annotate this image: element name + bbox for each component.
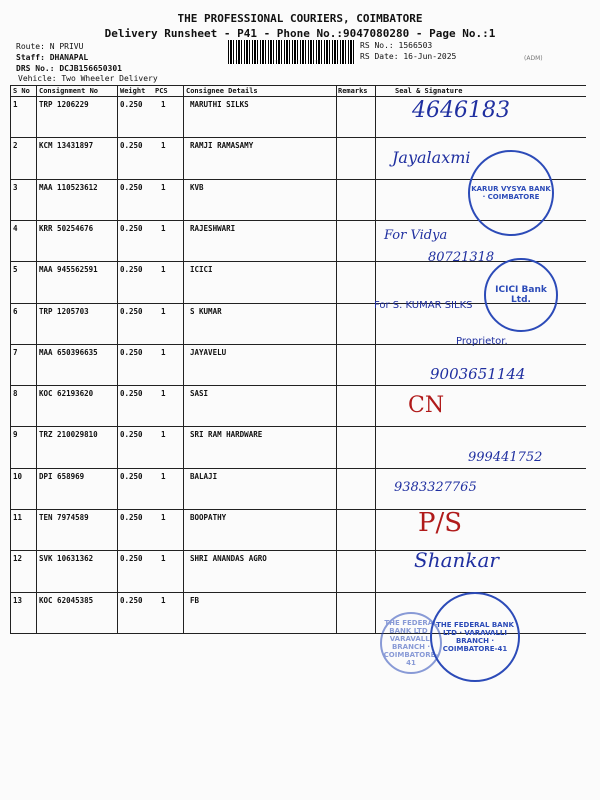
row-sno: 8 bbox=[13, 389, 18, 399]
vehicle-label: Vehicle: Two Wheeler Delivery bbox=[18, 74, 158, 83]
row-sno: 7 bbox=[13, 347, 18, 357]
row-weight: 0.250 bbox=[120, 430, 143, 440]
signature-9: 999441752 bbox=[468, 450, 543, 465]
row-consignee: BALAJI bbox=[190, 471, 218, 481]
signature-6: For S. KUMAR SILKS bbox=[374, 300, 473, 311]
row-weight: 0.250 bbox=[120, 347, 143, 357]
row-pcs: 1 bbox=[161, 513, 166, 522]
row-pcs: 1 bbox=[161, 223, 166, 233]
row-consignment-no: MAA 110523612 bbox=[39, 182, 98, 192]
corner-mark: (ADM) bbox=[524, 55, 543, 62]
row-pcs: 1 bbox=[161, 471, 166, 481]
row-consignment-no: DPI 658969 bbox=[39, 471, 85, 481]
signature-8: CN bbox=[408, 393, 445, 418]
row-consignee: FB bbox=[190, 595, 200, 605]
row-consignment-no: SVK 10631362 bbox=[39, 554, 94, 564]
row-consignee: BOOPATHY bbox=[190, 513, 227, 522]
row-consignee: RAMJI RAMASAMY bbox=[190, 141, 254, 151]
row-consignment-no: KOC 62193620 bbox=[39, 389, 94, 399]
signature-6b: Proprietor. bbox=[456, 336, 508, 347]
signature-1: 4646183 bbox=[412, 98, 510, 123]
col-pcs: PCS bbox=[155, 87, 168, 95]
row-sno: 6 bbox=[13, 306, 18, 316]
icici-stamp: ICICI Bank Ltd. bbox=[484, 258, 558, 332]
row-consignment-no: TEN 7974589 bbox=[39, 513, 89, 522]
row-consignment-no: TRZ 210029810 bbox=[39, 430, 98, 440]
col-signature: Seal & Signature bbox=[395, 87, 463, 95]
row-weight: 0.250 bbox=[120, 513, 143, 522]
col-sno: S No bbox=[13, 87, 30, 95]
col-consignee: Consignee Details bbox=[186, 87, 258, 95]
signature-10: 9383327765 bbox=[394, 480, 477, 495]
signature-2: Jayalaxmi bbox=[392, 148, 471, 167]
row-weight: 0.250 bbox=[120, 554, 143, 564]
row-consignee: MARUTHI SILKS bbox=[190, 100, 249, 109]
signature-11: P/S bbox=[418, 508, 463, 538]
row-sno: 10 bbox=[13, 471, 23, 481]
row-pcs: 1 bbox=[161, 100, 166, 109]
signature-7: 9003651144 bbox=[430, 365, 526, 383]
staff-label: Staff: DHANAPAL bbox=[16, 53, 89, 62]
row-pcs: 1 bbox=[161, 430, 166, 440]
row-consignee: S KUMAR bbox=[190, 306, 222, 316]
col-remarks: Remarks bbox=[338, 87, 368, 95]
row-sno: 2 bbox=[13, 141, 18, 151]
rs-number: RS No.: 1566503 bbox=[360, 41, 433, 50]
row-weight: 0.250 bbox=[120, 265, 143, 275]
runsheet-subtitle: Delivery Runsheet - P41 - Phone No.:9047080280 - Page No.:1 bbox=[104, 27, 496, 40]
row-consignee: SRI RAM HARDWARE bbox=[190, 430, 263, 440]
row-consignee: SHRI ANANDAS AGRO bbox=[190, 554, 267, 564]
signature-4a: For Vidya bbox=[384, 228, 448, 243]
row-consignment-no: TRP 1205703 bbox=[39, 306, 89, 316]
row-pcs: 1 bbox=[161, 595, 166, 605]
row-weight: 0.250 bbox=[120, 471, 143, 481]
row-weight: 0.250 bbox=[120, 182, 143, 192]
row-pcs: 1 bbox=[161, 141, 166, 151]
route-label: Route: N PRIVU bbox=[16, 42, 84, 51]
barcode bbox=[228, 40, 356, 64]
row-weight: 0.250 bbox=[120, 141, 143, 151]
row-weight: 0.250 bbox=[120, 389, 143, 399]
row-pcs: 1 bbox=[161, 265, 166, 275]
row-sno: 4 bbox=[13, 223, 18, 233]
row-weight: 0.250 bbox=[120, 100, 143, 109]
row-weight: 0.250 bbox=[120, 223, 143, 233]
federal-bank-stamp: THE FEDERAL BANK LTD · VARAVALLI BRANCH · COIMBATORE-41 bbox=[430, 592, 520, 682]
row-weight: 0.250 bbox=[120, 595, 143, 605]
row-sno: 5 bbox=[13, 265, 18, 275]
row-sno: 13 bbox=[13, 595, 23, 605]
federal-bank-stamp-faint: THE FEDERAL BANK LTD · VARAVALLI BRANCH · COIMBATORE-41 bbox=[380, 612, 442, 674]
row-consignment-no: MAA 650396635 bbox=[39, 347, 98, 357]
row-consignment-no: KCM 13431897 bbox=[39, 141, 94, 151]
signature-12: Shankar bbox=[414, 548, 499, 572]
row-sno: 11 bbox=[13, 513, 23, 522]
row-sno: 12 bbox=[13, 554, 23, 564]
row-weight: 0.250 bbox=[120, 306, 143, 316]
rs-date: RS Date: 16-Jun-2025 bbox=[360, 52, 457, 61]
row-consignee: JAYAVELU bbox=[190, 347, 227, 357]
row-consignee: SASI bbox=[190, 389, 209, 399]
row-pcs: 1 bbox=[161, 554, 166, 564]
drs-number: DRS No.: DCJB156650301 bbox=[16, 64, 122, 73]
row-sno: 3 bbox=[13, 182, 18, 192]
row-pcs: 1 bbox=[161, 389, 166, 399]
row-consignee: RAJESHWARI bbox=[190, 223, 236, 233]
col-weight: Weight bbox=[120, 87, 146, 95]
col-consignment: Consignment No bbox=[39, 87, 99, 95]
signature-4b: 80721318 bbox=[428, 250, 495, 265]
row-consignment-no: KRR 50254676 bbox=[39, 223, 94, 233]
row-consignment-no: KOC 62045385 bbox=[39, 595, 94, 605]
row-sno: 9 bbox=[13, 430, 18, 440]
kvb-stamp: KARUR VYSYA BANK · COIMBATORE bbox=[468, 150, 554, 236]
row-consignee: KVB bbox=[190, 182, 204, 192]
row-pcs: 1 bbox=[161, 306, 166, 316]
row-consignee: ICICI bbox=[190, 265, 213, 275]
row-consignment-no: TRP 1206229 bbox=[39, 100, 89, 109]
row-pcs: 1 bbox=[161, 182, 166, 192]
row-sno: 1 bbox=[13, 100, 18, 109]
row-pcs: 1 bbox=[161, 347, 166, 357]
row-consignment-no: MAA 945562591 bbox=[39, 265, 98, 275]
company-title: THE PROFESSIONAL COURIERS, COIMBATORE bbox=[177, 12, 423, 25]
